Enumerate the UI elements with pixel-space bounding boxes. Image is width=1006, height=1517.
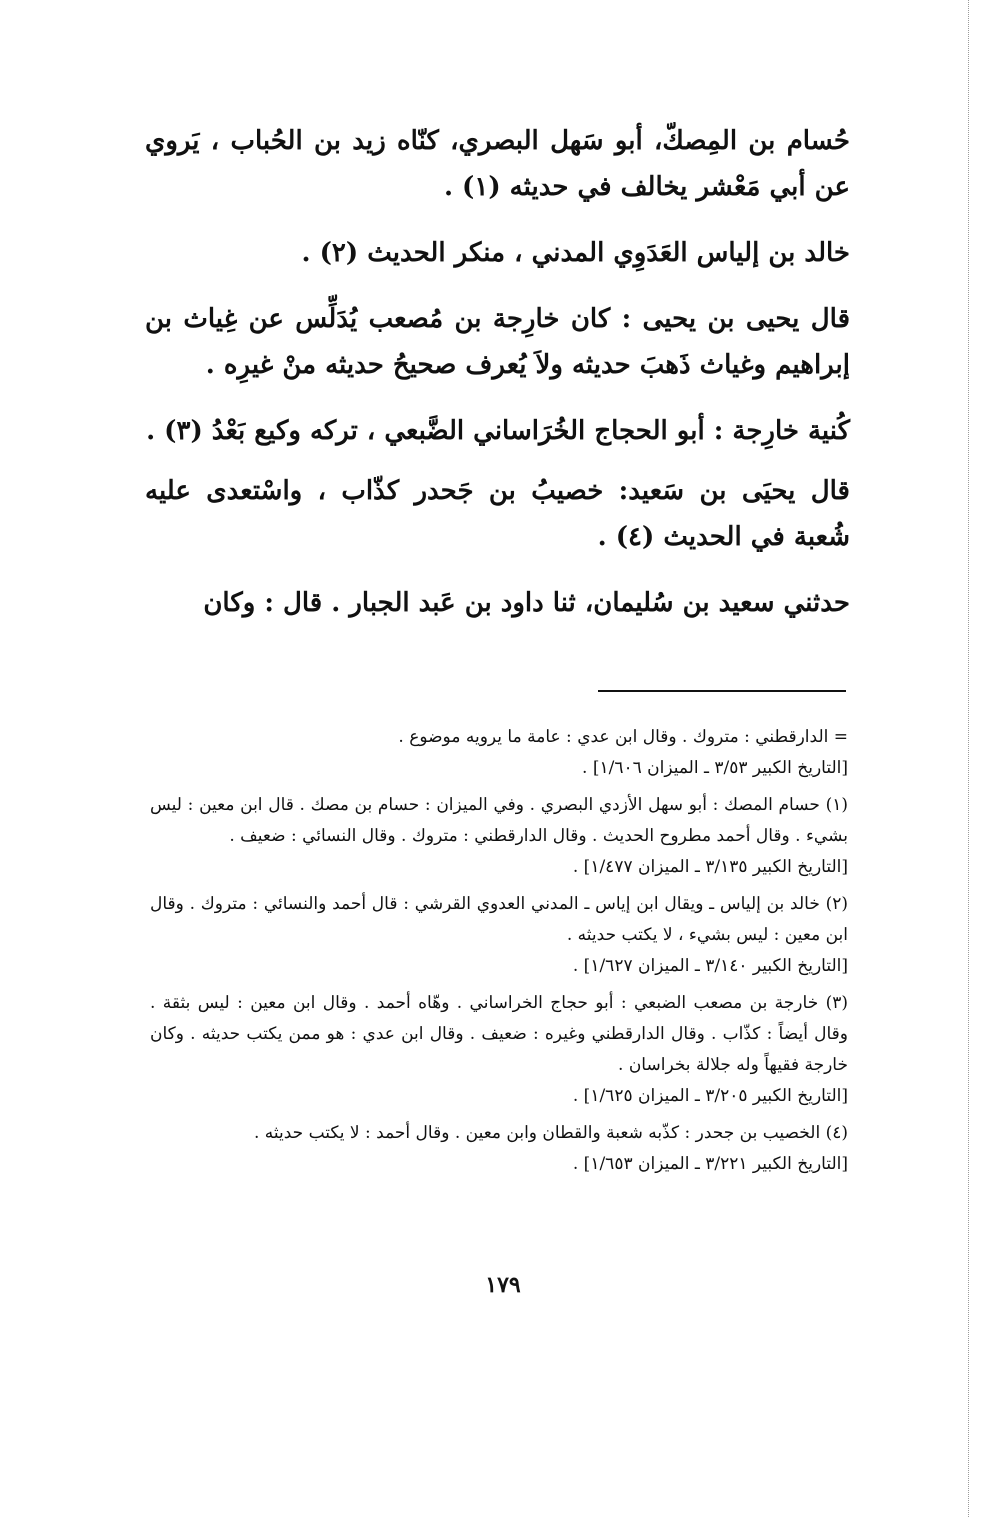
footnote-3-text: (٣) خارجة بن مصعب الضبعي : أبو حجاج الخراساني . وهّاه أحمد . وقال ابن معين : ليس بثقة . وقال أيضاً : كذّاب . وقال الدارقطني وغيره : ضعيف . وقال ابن عدي : هو ممن يكتب حديثه . وكان خارجة فقيهاً وله جلالة بخراسان .: [150, 993, 848, 1075]
footnote-continuation-ref: [التاريخ الكبير ٣/٥٣ ـ الميزان ١/٦٠٦] .: [582, 758, 848, 778]
footnote-divider: [598, 690, 846, 692]
entry-kharija-yahya: قال يحيى بن يحيى : كان خارِجة بن مُصعب يُدَلِّس عن غِياث بن إبراهيم وغياث ذَهبَ حديثه ولاَ يُعرف صحيحُ حديثه منْ غيرِه .: [145, 304, 850, 380]
footnote-2-text: (٢) خالد بن إلياس ـ ويقال ابن إياس ـ المدني العدوي القرشي : قال أحمد والنسائي : متروك . وقال ابن معين : ليس بشيء ، لا يكتب حديثه .: [150, 894, 848, 945]
footnotes-block: [150, 722, 848, 1186]
footnote-continuation-text: = الدارقطني : متروك . وقال ابن عدي : عامة ما يرويه موضوع .: [398, 727, 848, 747]
footnote-2-ref: [التاريخ الكبير ٣/١٤٠ ـ الميزان ١/٦٢٧] .: [572, 956, 848, 976]
footnote-1: [150, 790, 848, 883]
page-number: ١٧٩: [485, 1272, 521, 1298]
footnote-3-ref: [التاريخ الكبير ٣/٢٠٥ ـ الميزان ١/٦٢٥] .: [572, 1086, 848, 1106]
footnote-4-ref: [التاريخ الكبير ٣/٢٢١ ـ الميزان ١/٦٥٣] .: [572, 1154, 848, 1174]
footnote-4: [150, 1118, 848, 1180]
entry-khalid: خالد بن إلياس العَدَوِي المدني ، منكر الحديث (٢) .: [301, 238, 850, 268]
footnote-3: [150, 988, 848, 1112]
footnote-1-text: (١) حسام المصك : أبو سهل الأزدي البصري . وفي الميزان : حسام بن مصك . قال ابن معين : ليس بشيء . وقال أحمد مطروح الحديث . وقال الدارقطني : متروك . وقال النسائي : ضعيف .: [150, 795, 848, 846]
entry-kharija-kunya: كُنية خارِجة : أبو الحجاج الخُرَاساني الضَّبعي ، تركه وكيع بَعْدُ (٣) .: [146, 416, 850, 446]
entry-khusaib: قال يحيَى بن سَعيد: خصيبُ بن جَحدر كذّاب ، واسْتعدى عليه شُعبة في الحديث (٤) .: [145, 476, 850, 552]
footnote-4-text: (٤) الخصيب بن جحدر : كذّبه شعبة والقطان وابن معين . وقال أحمد : لا يكتب حديثه .: [253, 1123, 848, 1143]
entry-husam: حُسام بن المِصكّ، أبو سَهل البصري، كنّاه زيد بن الحُباب ، يَروي عن أبي مَعْشر يخالف في حديثه (١) .: [145, 126, 850, 202]
footnote-continuation: [150, 722, 848, 784]
main-text-block: [145, 118, 850, 626]
entry-saeed: حدثني سعيد بن سُليمان، ثنا داود بن عَبد الجبار . قال : وكان: [203, 588, 850, 618]
footnote-2: [150, 889, 848, 982]
footnote-1-ref: [التاريخ الكبير ٣/١٣٥ ـ الميزان ١/٤٧٧] .: [572, 857, 848, 877]
